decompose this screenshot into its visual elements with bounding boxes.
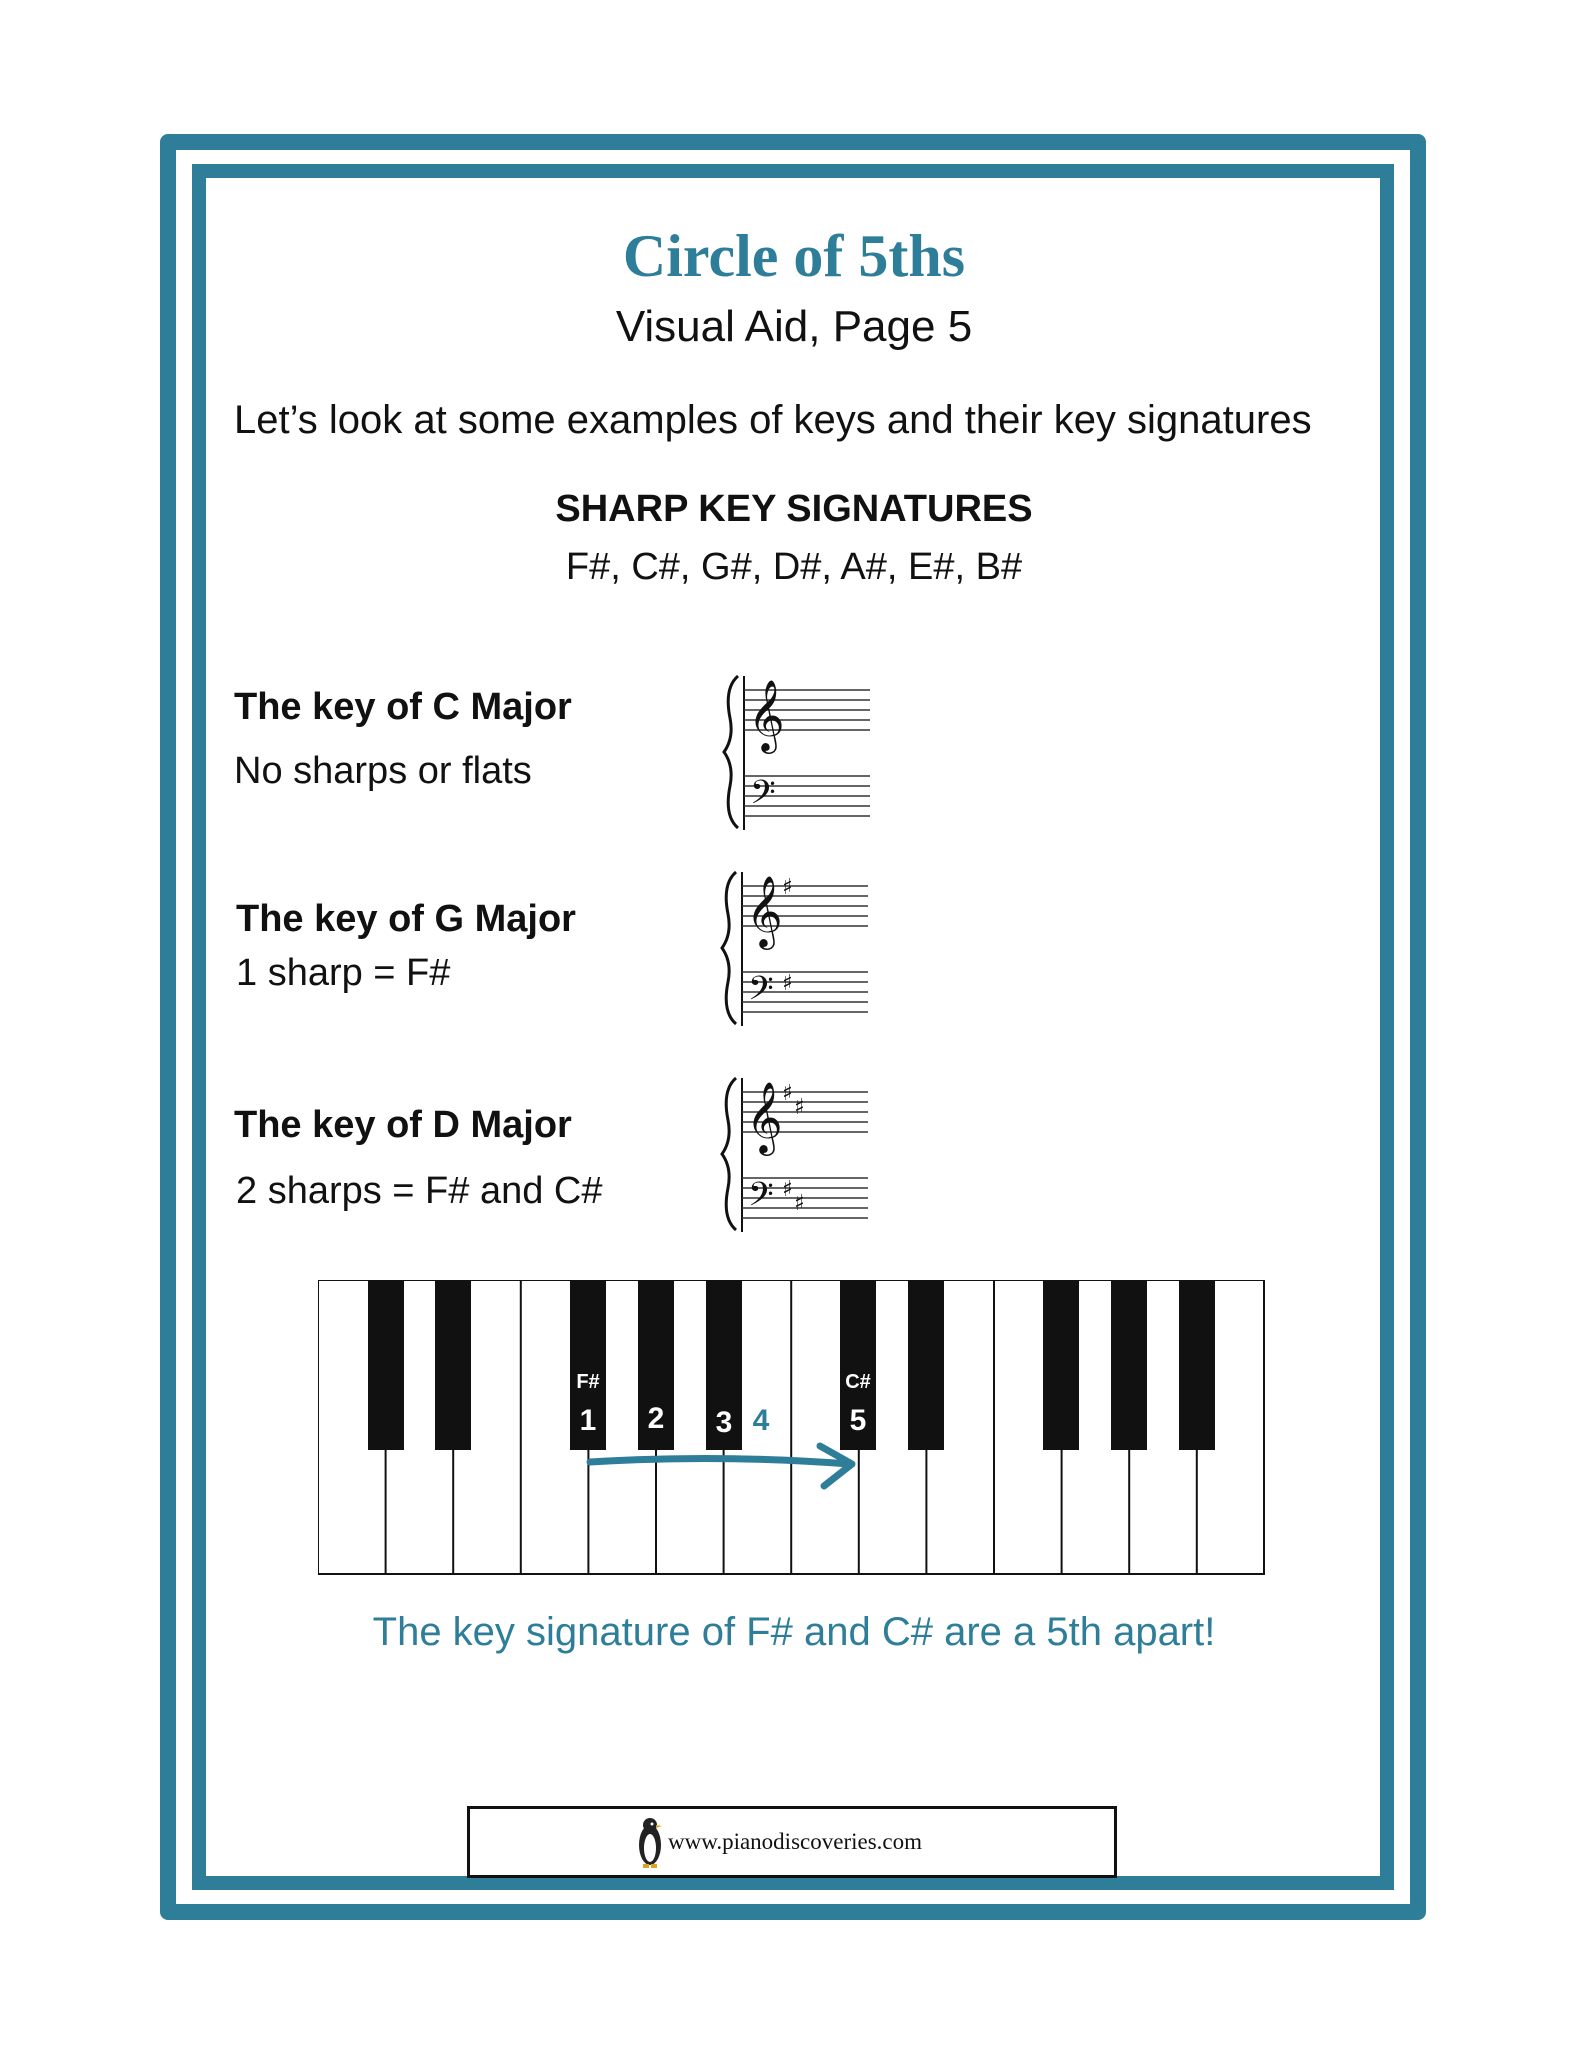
- black-key: [368, 1280, 404, 1450]
- caption-text: The key signature of F# and C# are a 5th apart!: [372, 1610, 1216, 1654]
- g-major-desc: 1 sharp = F#: [236, 952, 451, 994]
- page-title: Circle of 5ths: [622, 223, 966, 289]
- black-key: [1043, 1280, 1079, 1450]
- footer-url[interactable]: www.pianodiscoveries.com: [668, 1829, 922, 1854]
- d-major-grand-staff: [718, 1070, 888, 1240]
- d-major-title: The key of D Major: [234, 1104, 572, 1146]
- treble-clef-icon: 𝄞: [746, 874, 783, 947]
- sharp-icon: ♯: [794, 1191, 805, 1216]
- sharp-icon: ♯: [782, 875, 793, 900]
- c-major-grand-staff: [720, 668, 890, 838]
- finger-number-3: 3: [715, 1406, 733, 1439]
- c-sharp-label: C#: [845, 1371, 871, 1393]
- penguin-logo-icon: [636, 1815, 664, 1871]
- bass-clef-icon: 𝄢: [750, 774, 776, 820]
- finger-number-5: 5: [849, 1404, 867, 1437]
- sharp-icon: ♯: [782, 1177, 793, 1202]
- page-subtitle: Visual Aid, Page 5: [615, 302, 973, 351]
- black-key: [435, 1280, 471, 1450]
- black-key: [908, 1280, 944, 1450]
- bass-clef-icon: 𝄢: [748, 1176, 774, 1222]
- c-major-title: The key of C Major: [234, 686, 572, 728]
- piano-keyboard: [318, 1280, 1268, 1580]
- brace: [722, 872, 736, 1024]
- brace: [724, 676, 738, 828]
- finger-number-4: 4: [752, 1404, 770, 1437]
- d-major-desc: 2 sharps = F# and C#: [236, 1170, 603, 1212]
- c-major-desc: No sharps or flats: [234, 750, 532, 792]
- treble-clef-icon: 𝄞: [748, 678, 785, 751]
- g-major-title: The key of G Major: [236, 898, 576, 940]
- bass-clef-icon: 𝄢: [748, 970, 774, 1016]
- intro-text: Let’s look at some examples of keys and their key signatures: [234, 398, 1312, 442]
- sharp-heading: SHARP KEY SIGNATURES: [555, 488, 1033, 530]
- finger-number-1: 1: [579, 1404, 597, 1437]
- sharp-icon: ♯: [794, 1095, 805, 1120]
- g-major-grand-staff: [718, 864, 888, 1034]
- sharp-order-list: F#, C#, G#, D#, A#, E#, B#: [565, 546, 1023, 588]
- black-key: [1179, 1280, 1215, 1450]
- brace: [722, 1078, 736, 1230]
- finger-number-2: 2: [647, 1402, 665, 1435]
- sharp-icon: ♯: [782, 971, 793, 996]
- sharp-icon: ♯: [782, 1081, 793, 1106]
- treble-clef-icon: 𝄞: [746, 1080, 783, 1153]
- footer-box: [467, 1806, 1117, 1878]
- f-sharp-label: F#: [576, 1371, 600, 1393]
- black-key: [1111, 1280, 1147, 1450]
